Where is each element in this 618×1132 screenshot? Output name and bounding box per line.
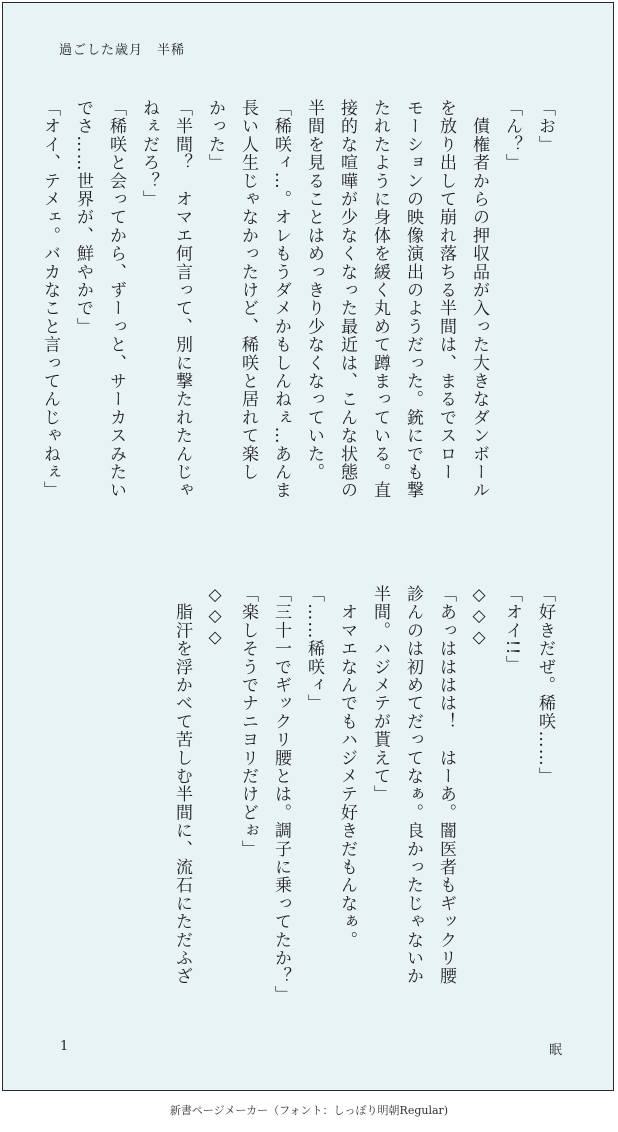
text-column: 「稀咲と会ってから、ずーっと、サーカスみたい: [106, 99, 126, 500]
text-column: 脂汗を浮かべて苦しむ半間に、流石にただふざ: [172, 585, 192, 986]
text-column: 半間を見ることはめっきり少なくなっていた。: [304, 99, 324, 482]
text-column: 接的な喧嘩が少なくなった最近は、こんな状態の: [337, 99, 357, 500]
text-block-top: [40, 99, 561, 529]
text-column: 「稀咲ィ…。オレもうダメかもしんねぇ…あんま: [271, 99, 291, 500]
text-column: 診んのは初めてだってなぁ。良かったじゃないか: [403, 585, 423, 986]
text-column: 債権者からの押収品が入った大きなダンボール: [469, 99, 489, 500]
text-column: たれたように身体を緩く丸めて蹲まっている。直: [370, 99, 390, 500]
text-column: 「半間？ オマエ何言って、別に撃たれたんじゃ: [172, 99, 192, 500]
page-number: 1: [60, 1039, 69, 1054]
text-column: 「好きだぜ。稀咲……」: [535, 585, 555, 786]
generator-credit: 新書ページメーカー（フォント：しっぽり明朝Regular): [169, 1104, 449, 1117]
text-column: ◇◇◇: [469, 585, 489, 649]
text-column: 「三十一でギックリ腰とは。調子に乗ってたか？」: [271, 585, 291, 1004]
text-column: でさ……世界が、鮮やかで」: [73, 99, 93, 336]
text-block-bottom: [53, 585, 561, 1015]
text-column: モーションの映像演出のようだった。銃にでも撃: [403, 99, 423, 500]
text-column: 長い人生じゃなかったけど、稀咲と居れて楽し: [238, 99, 258, 482]
sleep-mark: 眠: [549, 1043, 563, 1058]
text-column: 半間。ハジメテが貰えて」: [370, 585, 390, 804]
text-column: 「……稀咲ィ」: [304, 585, 324, 713]
text-column: 「オイ!!」: [502, 585, 522, 674]
text-column: 「お」: [535, 99, 555, 154]
book-page: [2, 2, 614, 1091]
text-column: ねぇだろ？」: [139, 99, 159, 209]
text-column: ◇◇◇: [205, 585, 225, 649]
text-column: かった」: [205, 99, 225, 172]
page-header-title: 過ごした歳月 半稀: [59, 43, 186, 58]
text-column: を放り出して崩れ落ちる半間は、まるでスロー: [436, 99, 456, 482]
text-column: 「ん？」: [502, 99, 522, 172]
text-column: 「オイ、テメェ。バカなこと言ってんじゃねぇ」: [40, 99, 60, 500]
text-column: 「楽しそうでナニヨリだけどぉ」: [238, 585, 258, 858]
text-column: 「あっはははは！ はーあ。闇医者もギックリ腰: [436, 585, 456, 986]
text-column: オマエなんでもハジメテ好きだもんなぁ。: [337, 585, 357, 949]
